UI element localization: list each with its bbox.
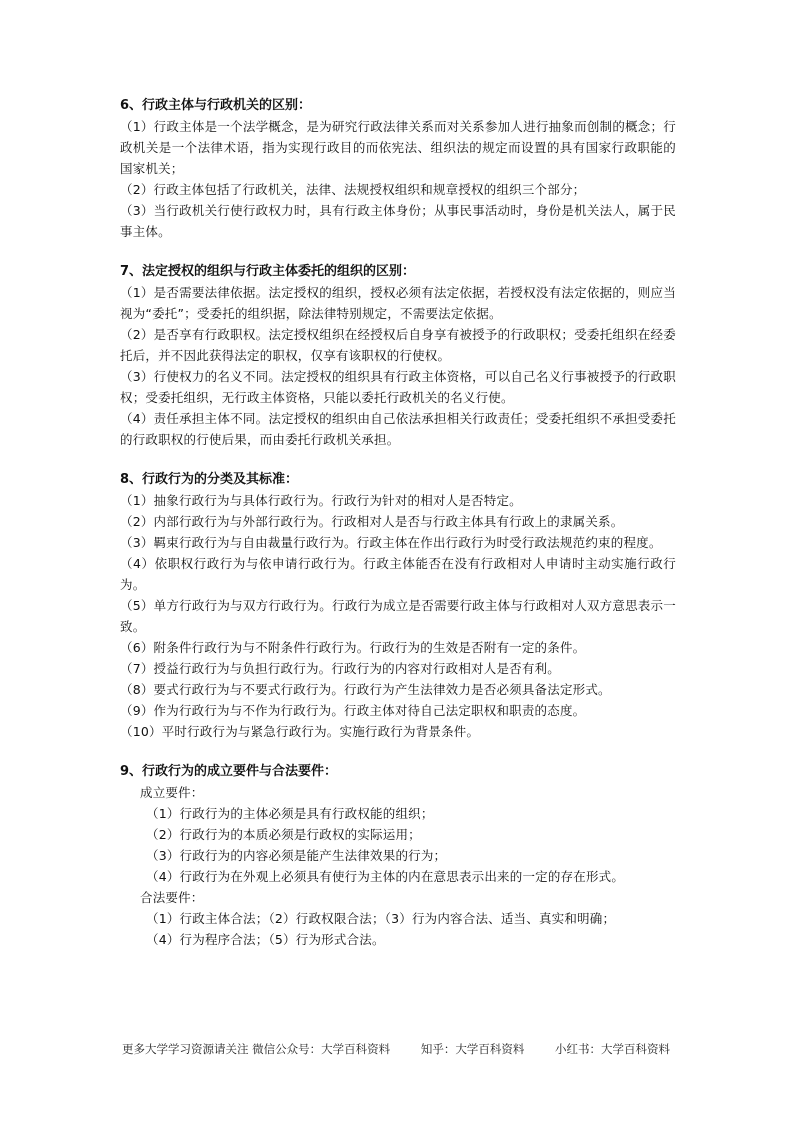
- list-item: （1）行政行为的主体必须是具有行政权能的组织；: [146, 806, 434, 821]
- footer-zhihu: 知乎：大学百科资料: [420, 1042, 525, 1056]
- footer-wechat: 更多大学学习资源请关注 微信公众号：大学百科资料: [122, 1042, 391, 1056]
- paragraph: （4）责任承担主体不同。法定授权的组织由自己依法承担相关行政责任；受委托组织不承担受委托的行政职权的行使后果，而由委托行政机关承担。: [120, 411, 676, 447]
- paragraph: （8）要式行政行为与不要式行政行为。行政行为产生法律效力是否必须具备法定形式。: [120, 682, 611, 697]
- paragraph: （4）依职权行政行为与依申请行政行为。行政主体能否在没有行政相对人申请时主动实施行政行为。: [120, 556, 676, 592]
- paragraph: （1）抽象行政行为与具体行政行为。行政行为针对的相对人是否特定。: [120, 493, 522, 508]
- paragraph: （3）羁束行政行为与自由裁量行政行为。行政主体在作出行政行为时受行政法规范约束的程度。: [120, 535, 662, 550]
- paragraph: （10）平时行政行为与紧急行政行为。实施行政行为背景条件。: [120, 724, 480, 739]
- list-item: （3）行政行为的内容必须是能产生法律效果的行为；: [146, 848, 447, 863]
- document-body: [120, 96, 676, 970]
- section-8: [120, 470, 676, 742]
- legal-requirements-label: 合法要件：: [140, 890, 204, 905]
- page-footer: [122, 1041, 670, 1057]
- section-heading: 9、行政行为的成立要件与合法要件：: [120, 764, 338, 779]
- list-item: （4）行政行为在外观上必须具有使行为主体的内在意思表示出来的一定的存在形式。: [146, 869, 625, 884]
- footer-xiaohongshu: 小红书：大学百科资料: [555, 1042, 670, 1056]
- paragraph: （7）授益行政行为与负担行政行为。行政行为的内容对行政相对人是否有利。: [120, 661, 560, 676]
- list-item: （2）行政行为的本质必须是行政权的实际运用；: [146, 827, 421, 842]
- paragraph: （3）行使权力的名义不同。法定授权的组织具有行政主体资格，可以自己名义行事被授予的行政职权；受委托组织，无行政主体资格，只能以委托行政机关的名义行使。: [120, 369, 676, 405]
- paragraph: （2）行政主体包括了行政机关，法律、法规授权组织和规章授权的组织三个部分；: [120, 182, 586, 197]
- section-9: [120, 762, 676, 950]
- section-heading: 6、行政主体与行政机关的区别：: [120, 98, 312, 113]
- list-item: （4）行为程序合法；（5）行为形式合法。: [146, 932, 385, 947]
- section-heading: 8、行政行为的分类及其标准：: [120, 472, 299, 487]
- section-7: [120, 262, 676, 450]
- paragraph: （2）是否享有行政职权。法定授权组织在经授权后自身享有被授予的行政职权；受委托组织在经委托后，并不因此获得法定的职权，仅享有该职权的行使权。: [120, 327, 676, 363]
- paragraph: （2）内部行政行为与外部行政行为。行政相对人是否与行政主体具有行政上的隶属关系。: [120, 514, 624, 529]
- section-6: [120, 96, 676, 242]
- establish-requirements-label: 成立要件：: [140, 785, 204, 800]
- paragraph: （1）是否需要法律依据。法定授权的组织，授权必须有法定依据，若授权没有法定依据的，则应当视为“委托”；受委托的组织据，除法律特别规定，不需要法定依据。: [120, 285, 676, 321]
- paragraph: （9）作为行政行为与不作为行政行为。行政主体对待自己法定职权和职责的态度。: [120, 703, 586, 718]
- list-item: （1）行政主体合法；（2）行政权限合法；（3）行为内容合法、适当、真实和明确；: [146, 911, 616, 926]
- section-heading: 7、法定授权的组织与行政主体委托的组织的区别：: [120, 264, 416, 279]
- paragraph: （6）附条件行政行为与不附条件行政行为。行政行为的生效是否附有一定的条件。: [120, 640, 586, 655]
- paragraph: （1）行政主体是一个法学概念，是为研究行政法律关系而对关系参加人进行抽象而创制的概念；行政机关是一个法律术语，指为实现行政目的而依宪法、组织法的规定而设置的具有国家行政职能的国家机关；: [120, 119, 676, 176]
- paragraph: （5）单方行政行为与双方行政行为。行政行为成立是否需要行政主体与行政相对人双方意思表示一致。: [120, 598, 676, 634]
- paragraph: （3）当行政机关行使行政权力时，具有行政主体身份；从事民事活动时，身份是机关法人，属于民事主体。: [120, 203, 676, 239]
